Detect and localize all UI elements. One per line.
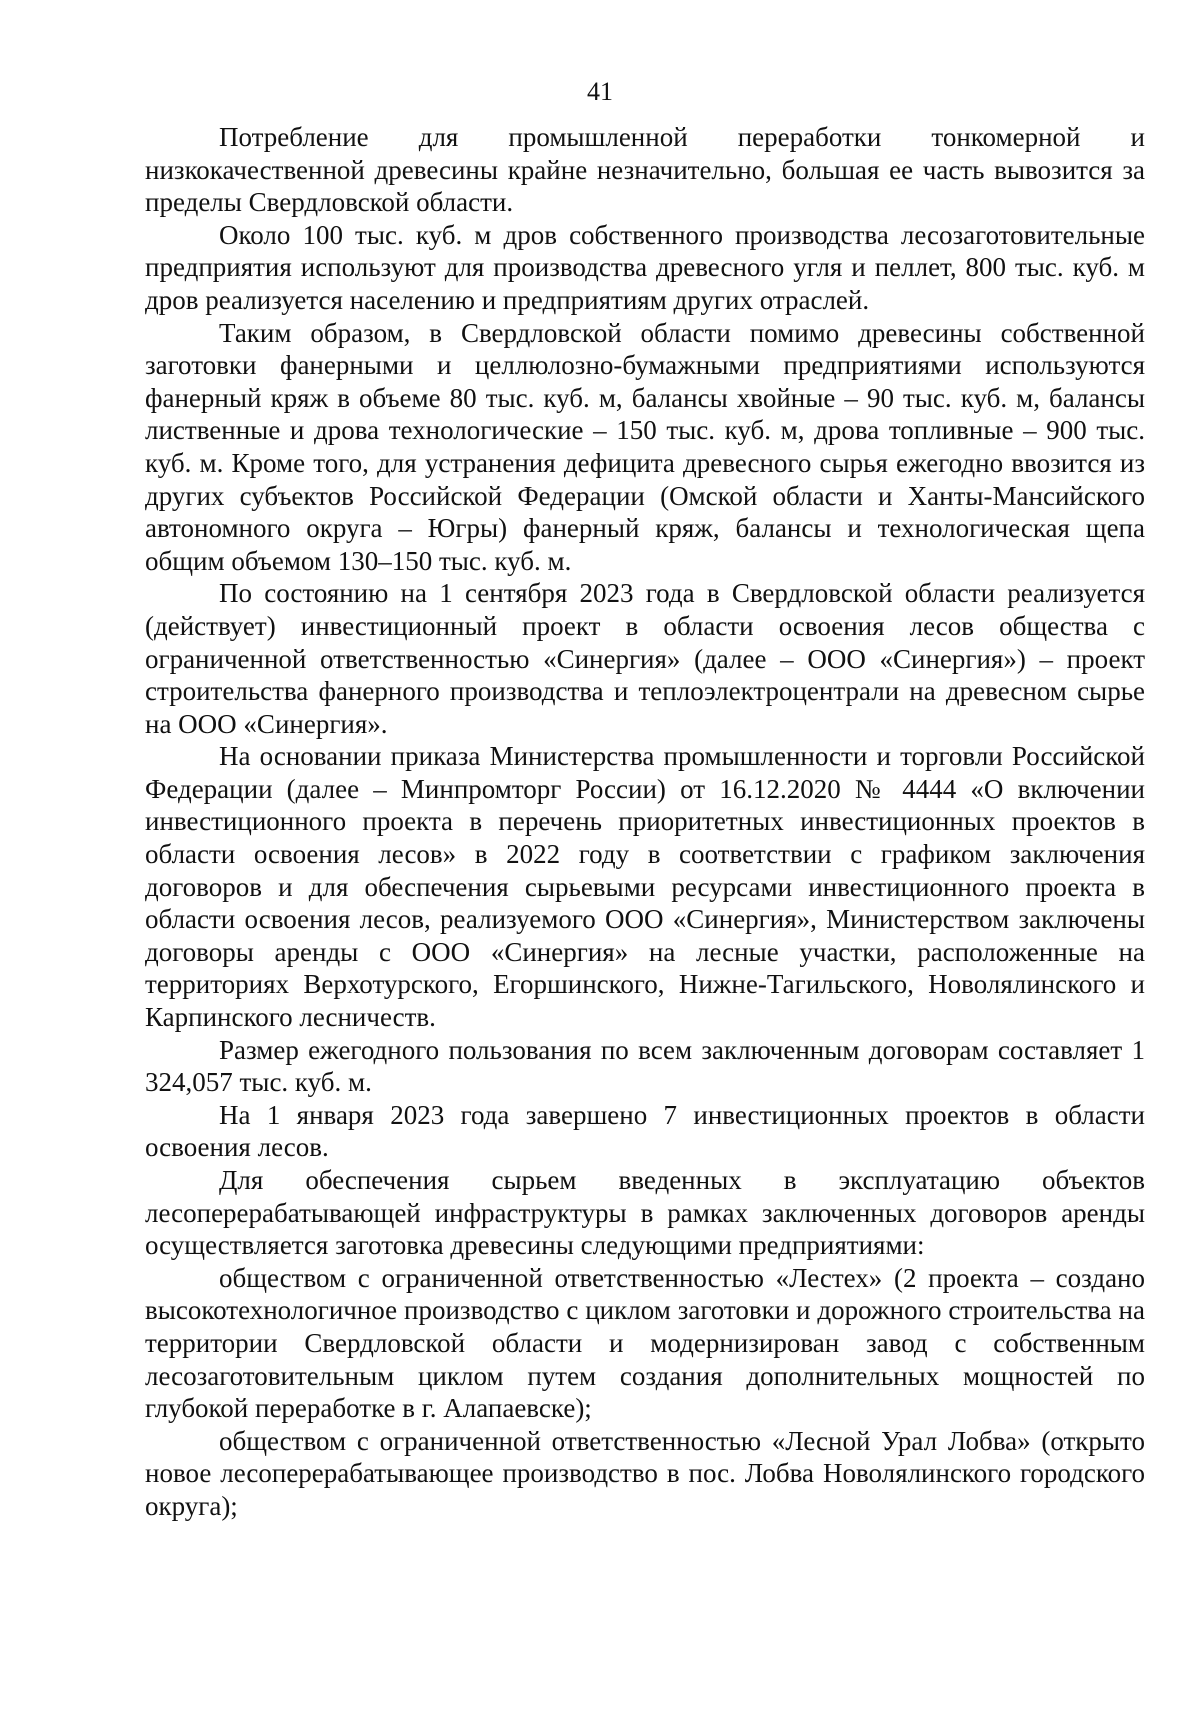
list-item-lestekh: обществом с ограниченной ответственностью «Лестех» (2 проекта – создано высокотехнологичное производство с циклом заготовки и дорожного строительства на территории Свердловской области и модернизирован завод с собственным лесозаготовительным циклом путем создания дополнительных мощностей по глубокой переработке в г. Алапаевске); [145, 1262, 1145, 1424]
document-body [145, 121, 1145, 1523]
paragraph-firewood: Около 100 тыс. куб. м дров собственного производства лесозаготовительные предприятия используют для производства древесного угля и пеллет, 800 тыс. куб. м дров реализуется населению и предприятиям других отраслей. [145, 219, 1145, 315]
page-number: 41 [587, 77, 613, 106]
paragraph-wood-supply: Таким образом, в Свердловской области помимо древесины собственной заготовки фанерными и целлюлозно-бумажными предприятиями используются фанерный кряж в объеме 80 тыс. куб. м, балансы хвойные – 90 тыс. куб. м, балансы лиственные и дрова технологические – 150 тыс. куб. м, дрова топливные – 900 тыс. куб. м. Кроме того, для устранения дефицита древесного сырья ежегодно ввозится из других субъектов Российской Федерации (Омской области и Ханты-Мансийского автономного округа – Югры) фанерный кряж, балансы и технологическая щепа общим объемом 130–150 тыс. куб. м. [145, 317, 1145, 576]
paragraph-annual-use: Размер ежегодного пользования по всем заключенным договорам составляет 1 324,057 тыс. куб. м. [145, 1034, 1145, 1098]
paragraph-completed-projects: На 1 января 2023 года завершено 7 инвестиционных проектов в области освоения лесов. [145, 1099, 1145, 1163]
paragraph-raw-material-supply: Для обеспечения сырьем введенных в эксплуатацию объектов лесоперерабатывающей инфраструктуры в рамках заключенных договоров аренды осуществляется заготовка древесины следующими предприятиями: [145, 1165, 1145, 1261]
list-item-lesnoy-ural-lobva: обществом с ограниченной ответственностью «Лесной Урал Лобва» (открыто новое лесоперерабатывающее производство в пос. Лобва Новолялинского городского округа); [145, 1425, 1145, 1521]
paragraph-consumption: Потребление для промышленной переработки тонкомерной и низкокачественной древесины крайне незначительно, большая ее часть вывозится за пределы Свердловской области. [145, 122, 1145, 218]
paragraph-investment-project: По состоянию на 1 сентября 2023 года в Свердловской области реализуется (действует) инвестиционный проект в области освоения лесов общества с ограниченной ответственностью «Синергия» (далее – ООО «Синергия») – проект строительства фанерного производства и теплоэлектроцентрали на древесном сырье на ООО «Синергия». [145, 578, 1145, 739]
paragraph-ministry-order: На основании приказа Министерства промышленности и торговли Российской Федерации (далее – Минпромторг России) от 16.12.2020 № 4444 «О включении инвестиционного проекта в перечень приоритетных инвестиционных проектов в области освоения лесов» в 2022 году в соответствии с графиком заключения договоров и для обеспечения сырьевыми ресурсами инвестиционного проекта в области освоения лесов, реализуемого ООО «Синергия», Министерством заключены договоры аренды с ООО «Синергия» на лесные участки, расположенные на территориях Верхотурского, Егоршинского, Нижне-Тагильского, Новолялинского и Карпинского лесничеств. [145, 741, 1145, 1033]
